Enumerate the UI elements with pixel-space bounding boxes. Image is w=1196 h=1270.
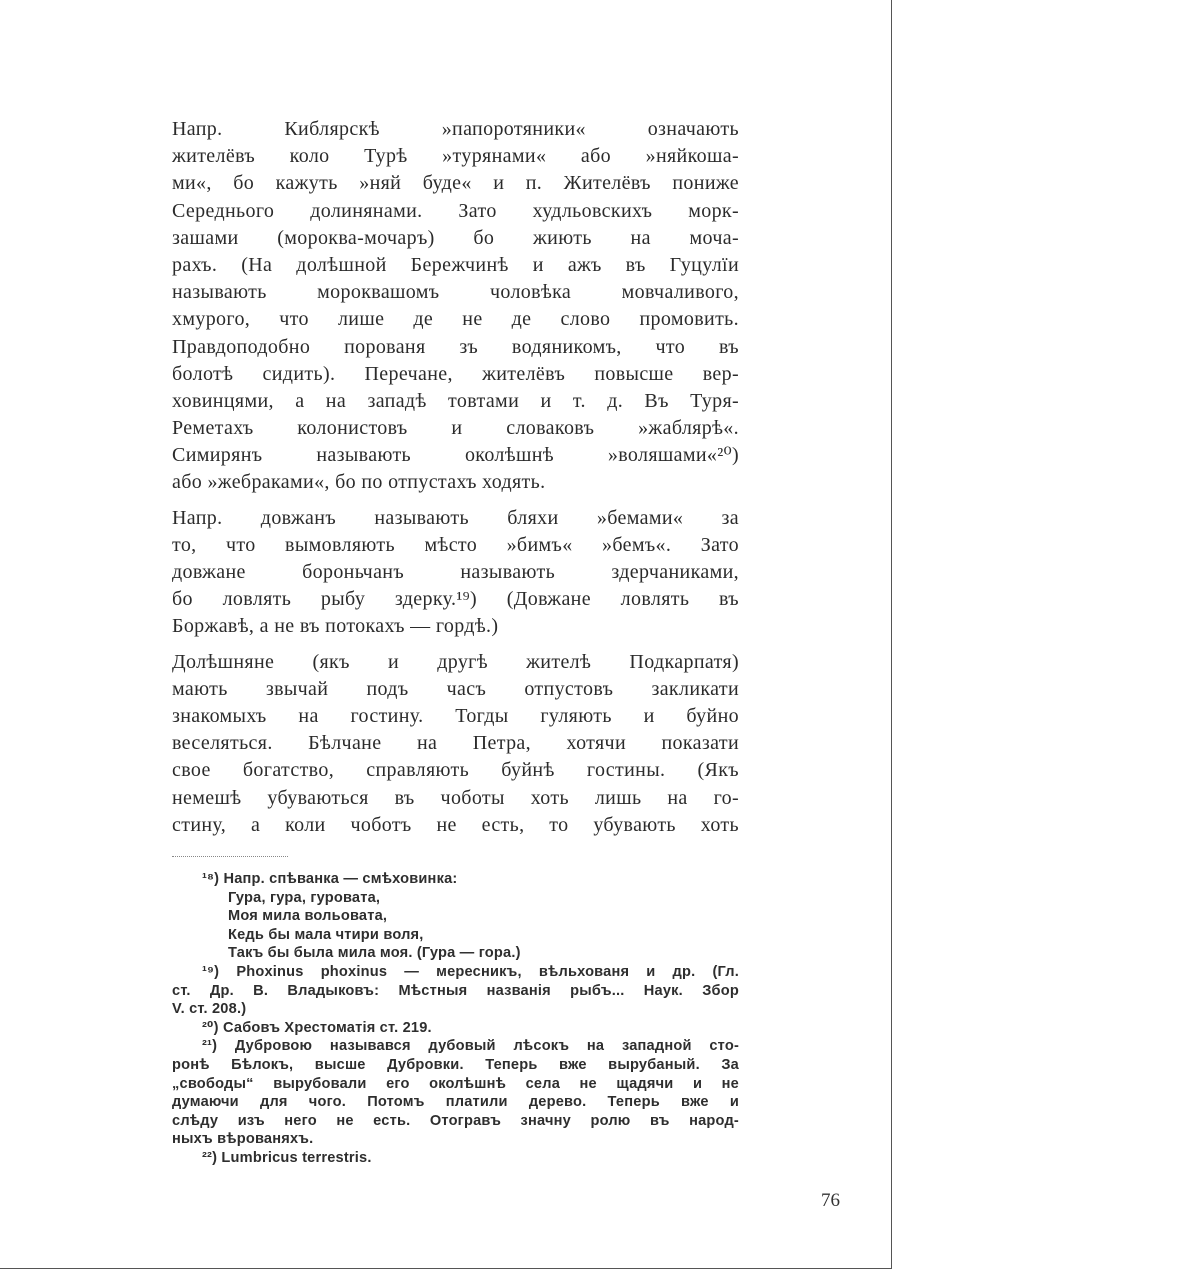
footnotes — [172, 870, 739, 1168]
footnote-line: слѣду изъ него не есть. Отогравъ значну ролю въ народ- — [172, 1112, 739, 1129]
footnote-19 — [172, 963, 739, 1019]
text-line: свое богатство, справляють буйнѣ гостины. (Якъ — [172, 759, 739, 782]
text-line: Напр. Киблярскѣ »папоротяники« означають — [172, 118, 739, 140]
text-line: Боржавѣ, а не въ потокахъ — гордѣ.) — [172, 615, 499, 638]
text-line: стину, а коли чоботъ не есть, то убувають хоть — [172, 813, 739, 836]
page-number: 76 — [821, 1190, 840, 1211]
text-line: жителёвъ коло Турѣ »турянами« або »няйкоша- — [172, 145, 739, 168]
footnote-line: ст. Др. В. Владыковъ: Мѣстныя названія рыбъ... Наук. Збор — [172, 982, 739, 999]
footnote-21 — [172, 1037, 739, 1149]
verse-line: Такъ бы была мила моя. (Гура — гора.) — [228, 945, 521, 962]
footnote-line: ²¹) Дубровою назывався дубовый лѣсокъ на западной сто- — [202, 1038, 739, 1055]
verse-line: Моя мила вольовата, — [228, 908, 388, 925]
text-line: болотѣ сидить). Перечане, жителёвъ повысше вер- — [172, 362, 739, 385]
text-line: Симирянъ называють околѣшнѣ »воляшами«²⁰) — [172, 444, 739, 467]
paragraph-3 — [172, 649, 739, 839]
footnote-line: ²²) Lumbricus terrestris. — [202, 1149, 372, 1166]
text-line: ховинцями, а на западѣ товтами и т. д. Въ Туря- — [172, 389, 739, 412]
text-line: рахъ. (На долѣшной Бережчинѣ и ажъ въ Гуцулїи — [172, 253, 739, 276]
footnote-20 — [172, 1019, 739, 1038]
footnote-line: „свободы“ вырубовали его околѣшнѣ села не щадячи и не — [172, 1075, 739, 1092]
paragraph-2 — [172, 505, 739, 641]
text-line: довжане бороньчанъ называють здерчаниками, — [172, 561, 739, 583]
verse-line: Кедь бы мала чтири воля, — [228, 926, 424, 943]
text-line: зашами (мороква-мочаръ) бо жиють на моча- — [172, 226, 739, 249]
footnote-line: ¹⁸) Напр. спѣванка — смѣховинка: — [202, 871, 458, 887]
paragraph-1 — [172, 116, 739, 497]
footnote-line: ²⁰) Сабовъ Хрестоматія ст. 219. — [202, 1019, 432, 1036]
text-line: ми«, бо кажуть »няй буде« и п. Жителёвъ пониже — [172, 172, 739, 195]
footnote-line: ронѣ Бѣлокъ, высше Дубровки. Теперь вже вырубаный. За — [172, 1056, 739, 1073]
text-line: бо ловлять рыбу здерку.¹⁹) (Довжане ловлять въ — [172, 588, 739, 611]
body-text — [172, 116, 739, 839]
text-line: Долѣшняне (якъ и другѣ жителѣ Подкарпатя) — [172, 650, 739, 673]
footnote-divider — [172, 856, 288, 857]
footnote-line: ¹⁹) Phoxinus phoxinus — мересникъ, вѣльхованя и др. (Гл. — [202, 963, 739, 980]
text-line: Правдоподобно порованя зъ водяникомъ, что въ — [172, 335, 739, 358]
text-line: называють мороквашомъ чоловѣка мовчаливого, — [172, 281, 739, 304]
footnote-line: V. ст. 208.) — [172, 1001, 247, 1018]
text-line: хмурого, что лише де не де слово промовить. — [172, 308, 739, 331]
text-line: знакомыхъ на гостину. Тогды гуляють и буйно — [172, 704, 739, 727]
footnote-line: думаючи для чого. Потомъ платили дерево. Теперь вже и — [172, 1094, 739, 1111]
text-line: Реметахъ колонистовъ и словаковъ »жаблярѣ«. — [172, 417, 739, 440]
footnote-line: ныхъ вѣрованяхъ. — [172, 1131, 314, 1148]
text-line: немешѣ убуваються въ чоботы хоть лишь на го- — [172, 786, 739, 809]
text-line: або »жебраками«, бо по отпустахъ ходять. — [172, 471, 546, 494]
verse-line: Гура, гура, гуровата, — [228, 889, 381, 906]
text-line: то, что вымовляють мѣсто »бимъ« »бемъ«. Зато — [172, 533, 739, 556]
footnote-22 — [172, 1149, 739, 1168]
footnote-18 — [172, 870, 739, 963]
text-line: Напр. довжанъ называють бляхи »бемами« за — [172, 506, 739, 529]
text-line: мають звычай подъ часъ отпустовъ закликати — [172, 677, 739, 700]
text-line: веселяться. Бѣлчане на Петра, хотячи показати — [172, 732, 739, 755]
text-line: Середнього долинянами. Зато худльовскихъ морк- — [172, 199, 739, 222]
